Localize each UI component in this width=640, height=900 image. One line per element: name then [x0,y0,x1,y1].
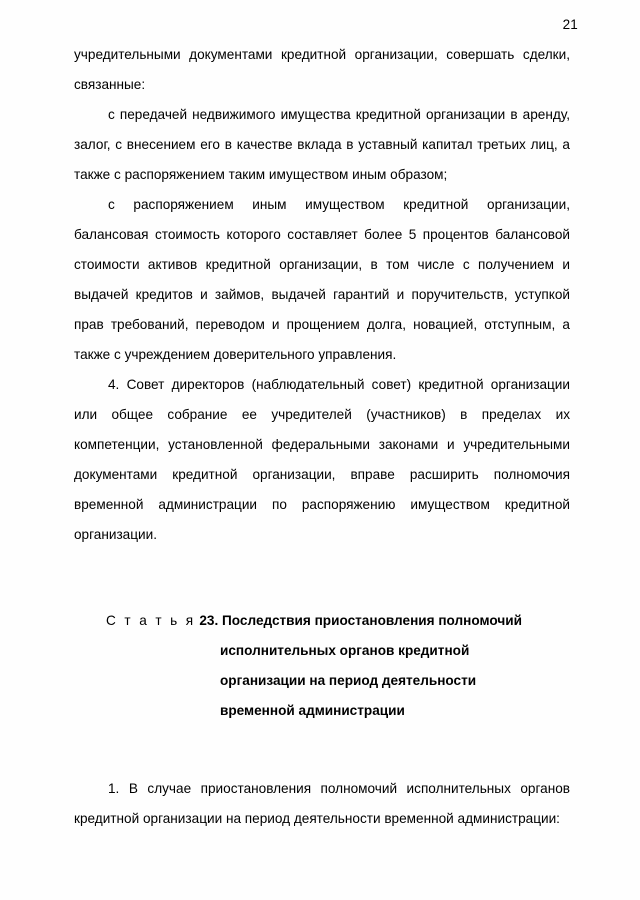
paragraph-5: 1. В случае приостановления полномочий исполнительных органов кредитной организации на период деятельности временной администрации: [74,781,570,826]
article-number: 23. [199,613,219,628]
paragraph-1: учредительными документами кредитной организации, совершать сделки, связанные: [74,47,570,92]
paragraph-3: с распоряжением иным имуществом кредитной организации, балансовая стоимость которого составляет более 5 процентов балансовой стоимости активов кредитной организации, в том числе с получением и выдачей кредитов и займов, выдачей гарантий и поручительств, уступкой прав требований, переводом и прощением долга, новацией, отступным, а также с учреждением доверительного управления. [74,197,570,362]
article-title-line-1: Последствия приостановления полномочий [222,613,522,628]
article-heading-line-1 [74,606,570,636]
article-heading-line-4: временной администрации [220,703,405,718]
article-heading-line-3: организации на период деятельности [220,673,477,688]
paragraph-2: с передачей недвижимого имущества кредитной организации в аренду, залог, с внесением его в качестве вклада в уставный капитал третьих лиц, а также с распоряжением таким имуществом иным образом; [74,107,570,182]
paragraph-4: 4. Совет директоров (наблюдательный совет) кредитной организации или общее собрание ее учредителей (участников) в пределах их компетенции, установленной федеральными законами и учредительными документами кредитной организации, вправе расширить полномочия временной администрации по распоряжению имуществом кредитной организации. [74,377,570,542]
article-heading [74,606,570,726]
tail-section [74,774,570,834]
page-content [74,40,570,834]
page-number: 21 [562,17,578,32]
article-label: С т а т ь я [106,613,196,628]
article-heading-line-2: исполнительных органов кредитной [220,643,470,658]
